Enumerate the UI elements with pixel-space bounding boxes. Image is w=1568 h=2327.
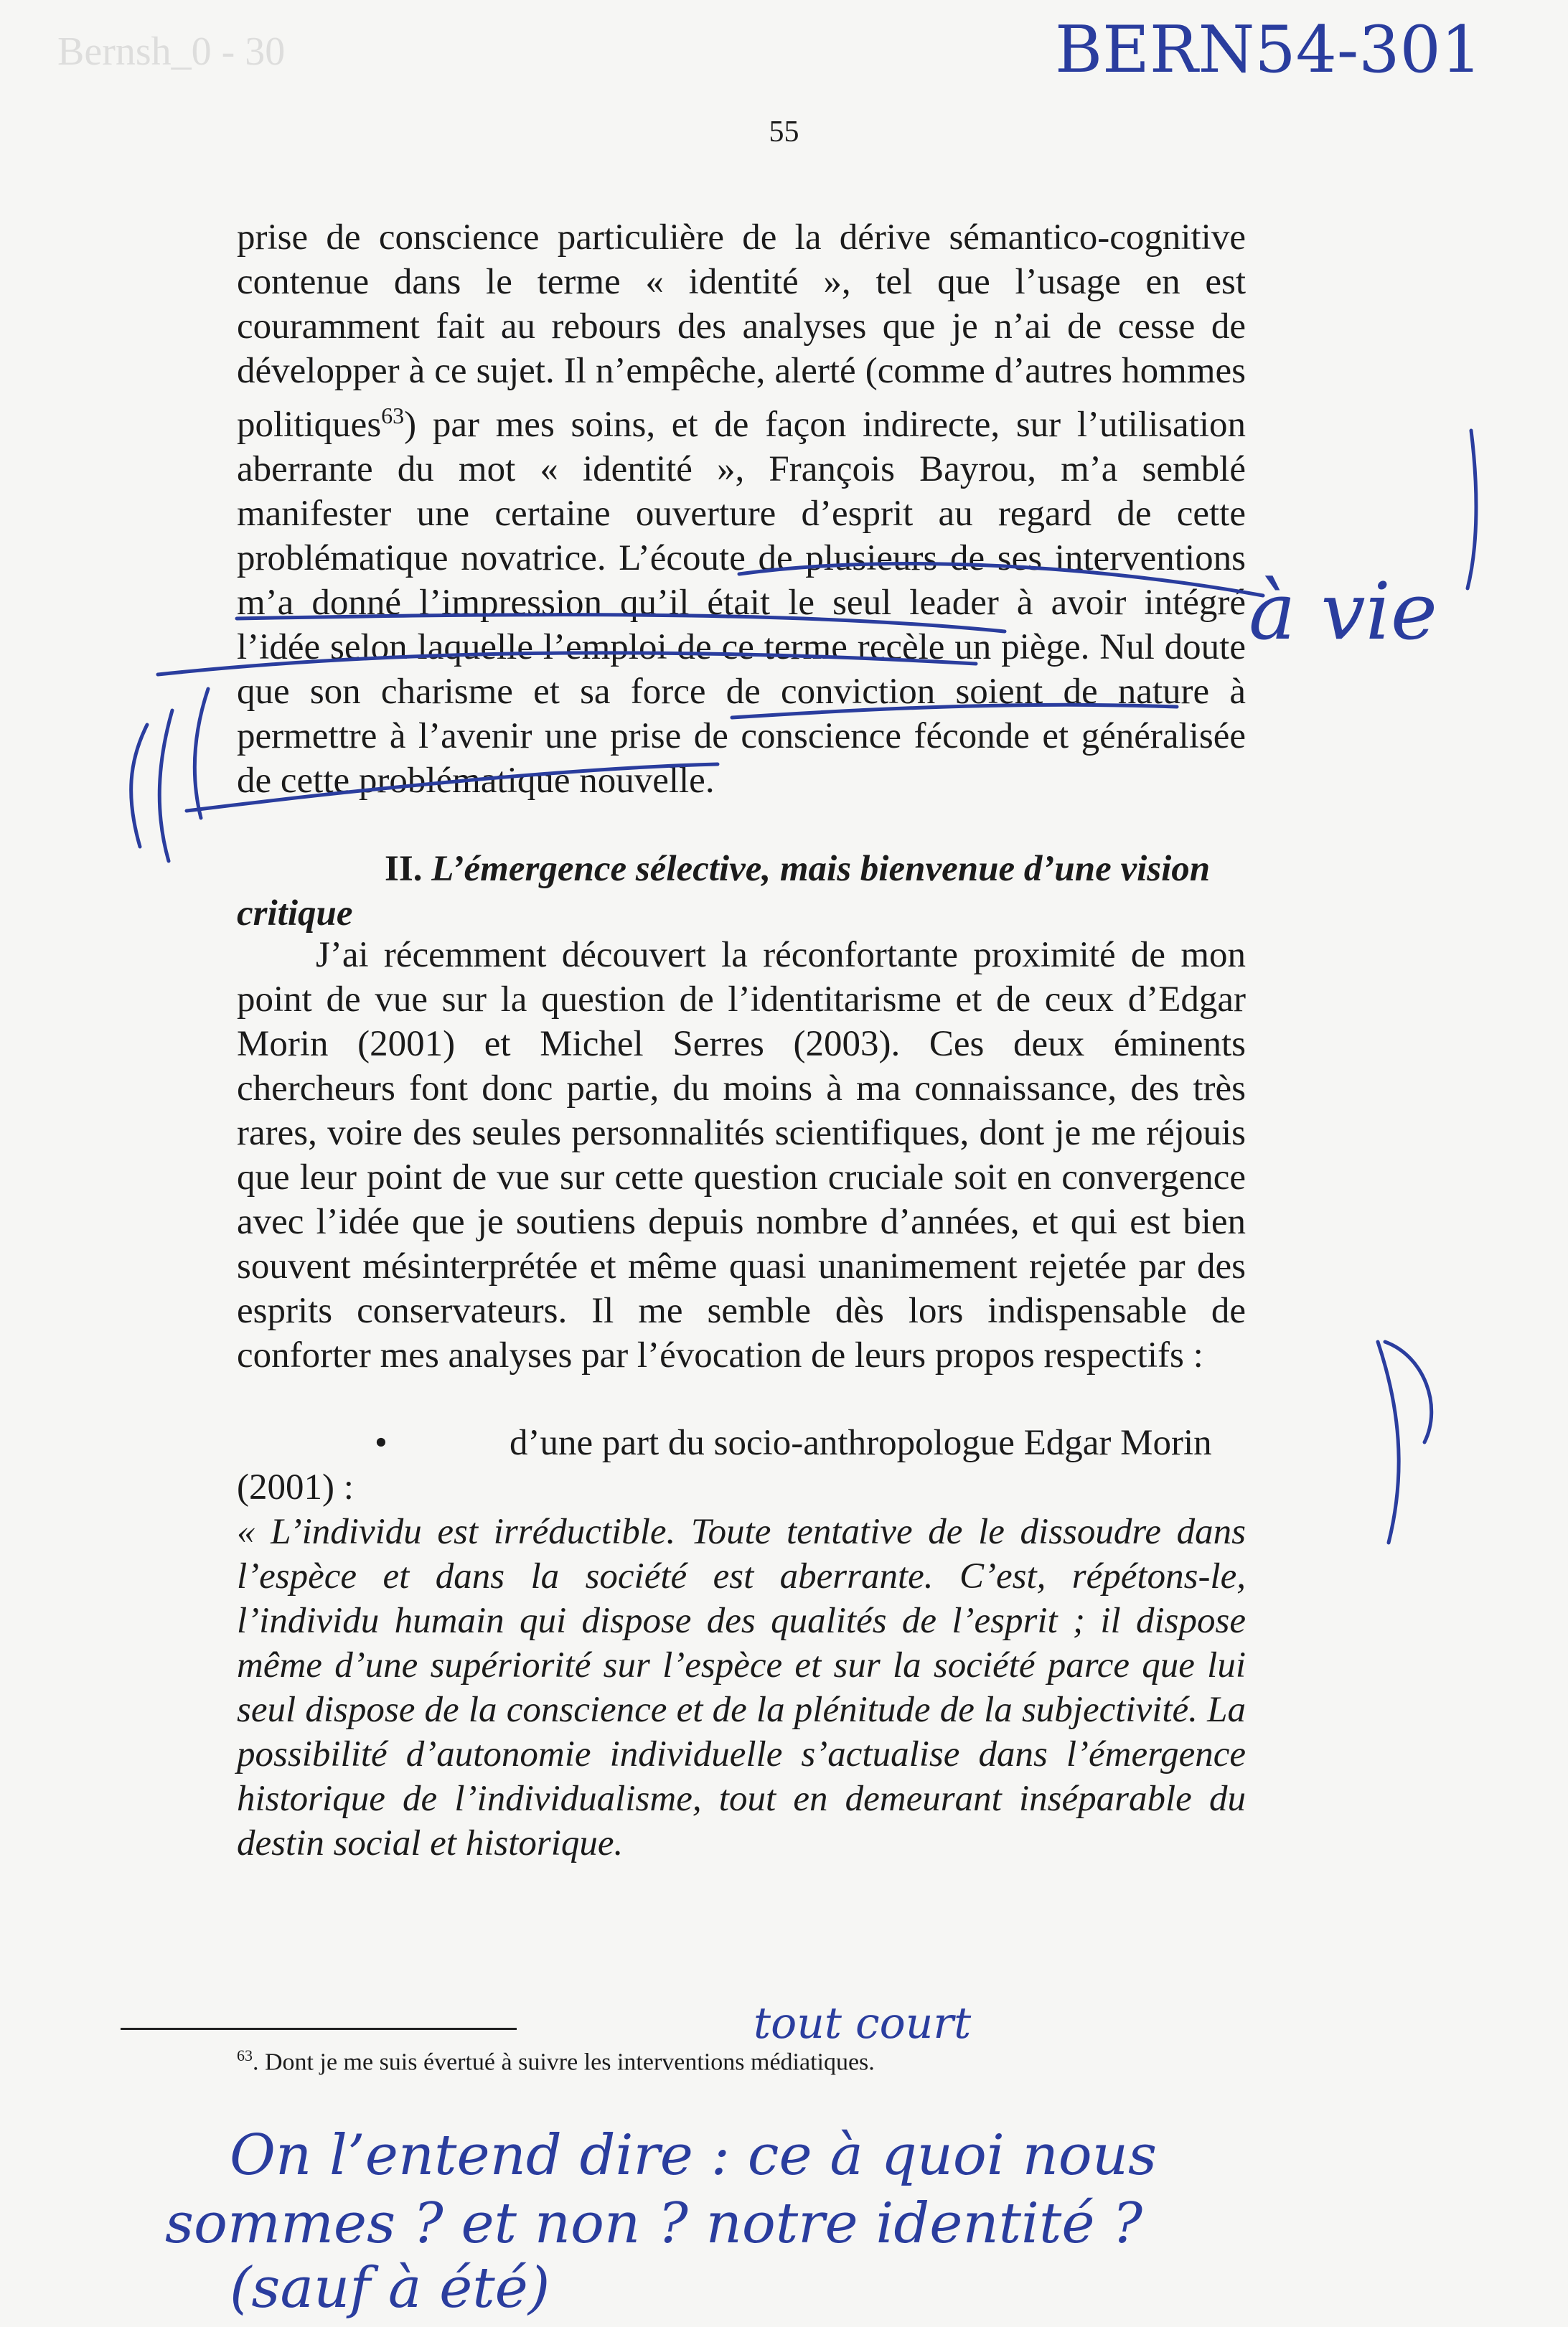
bullet-text-continued: (2001) :	[237, 1467, 354, 1508]
footnote-divider	[121, 2028, 517, 2030]
margin-bar-1	[131, 725, 147, 847]
archive-code: BERN54-301	[1055, 12, 1483, 88]
bottom-note-line-1: On l’entend dire : ce à quoi nous	[230, 2123, 1158, 2188]
margin-note: à vie	[1249, 565, 1437, 657]
section-heading	[237, 847, 1246, 936]
bleed-through-text: Bernsh_0 - 30	[57, 29, 286, 74]
bottom-note-line-2: sommes ? et non ? notre identité ?	[165, 2191, 1143, 2256]
margin-curve	[1378, 1342, 1399, 1543]
bullet-icon: •	[375, 1423, 388, 1463]
margin-bar-2	[159, 710, 172, 861]
paragraph-1-continued: ) par mes soins, et de façon indirecte, sur l’utilisation aberrante du mot « identité », François Bayrou, m’a semblé manifester une certaine ouverture d’esprit au regard de cette problématique novatrice. L’écoute de plusieurs de ses interventions m’a donné l’impression qu’il était le seul leader à avoir intégré l’idée selon laquelle l’emploi de ce terme recèle un piège. Nul doute que son charisme et sa force de conviction soient de nature à permettre à l’avenir une prise de conscience féconde et généralisée de cette problématique nouvelle.	[237, 405, 1246, 801]
margin-hook	[1385, 1342, 1432, 1442]
bullet-text: d’une part du socio-anthropologue Edgar Morin	[510, 1423, 1212, 1463]
paragraph-2: J’ai récemment découvert la réconfortante proximité de mon point de vue sur la question de l’identitarisme et de ceux d’Edgar Morin (2001) et Michel Serres (2003). Ces deux éminents chercheurs font donc partie, du moins à ma connaissance, des très rares, voire des seules personnalités scientifiques, dont je me réjouis que leur point de vue sur cette question cruciale soit en convergence avec l’idée que je soutiens depuis nombre d’années, et qui est bien souvent mésinterprétée et même quasi unanimement rejetée par des esprits conservateurs. Il me semble dès lors indispensable de conforter mes analyses par l’évocation de leurs propos respectifs :	[237, 935, 1246, 1376]
page-number: 55	[769, 116, 799, 149]
paragraph-1	[237, 215, 1246, 803]
footnote	[237, 2046, 875, 2076]
footnote-reference[interactable]: 63	[381, 403, 405, 428]
paragraph-1-text: prise de conscience particulière de la dérive sémantico-cognitive contenue dans le terme « identité », tel que l’usage en est couramment fait au rebours des analyses que je n’ai de cesse de développer à ce sujet. Il n’empêche, alerté (comme d’autres hommes politiques	[237, 217, 1246, 445]
above-footnote-note: tout court	[754, 1998, 972, 2049]
bottom-note-line-3: (sauf à été)	[230, 2256, 550, 2321]
quotation: « L’individu est irréductible. Toute tentative de le dissoudre dans l’espèce et dans la société est aberrante. C’est, répétons-le, l’individu humain qui dispose des qualités de l’esprit ; il dispose même d’une supériorité sur l’espèce et sur la société parce que lui seul dispose de la conscience et de la plénitude de la subjectivité. La possibilité d’autonomie individuelle s’actualise dans l’émergence historique de l’individualisme, tout en demeurant inséparable du destin social et historique.	[237, 1512, 1246, 1863]
footnote-text: . Dont je me suis évertué à suivre les interventions médiatiques.	[253, 2049, 875, 2076]
section-number: II.	[385, 849, 423, 889]
section-title: L’émergence sélective, mais bienvenue d’une vision critique	[237, 849, 1211, 934]
margin-stroke	[1468, 431, 1476, 588]
margin-bar-3	[194, 689, 208, 818]
footnote-marker: 63	[237, 2046, 253, 2064]
